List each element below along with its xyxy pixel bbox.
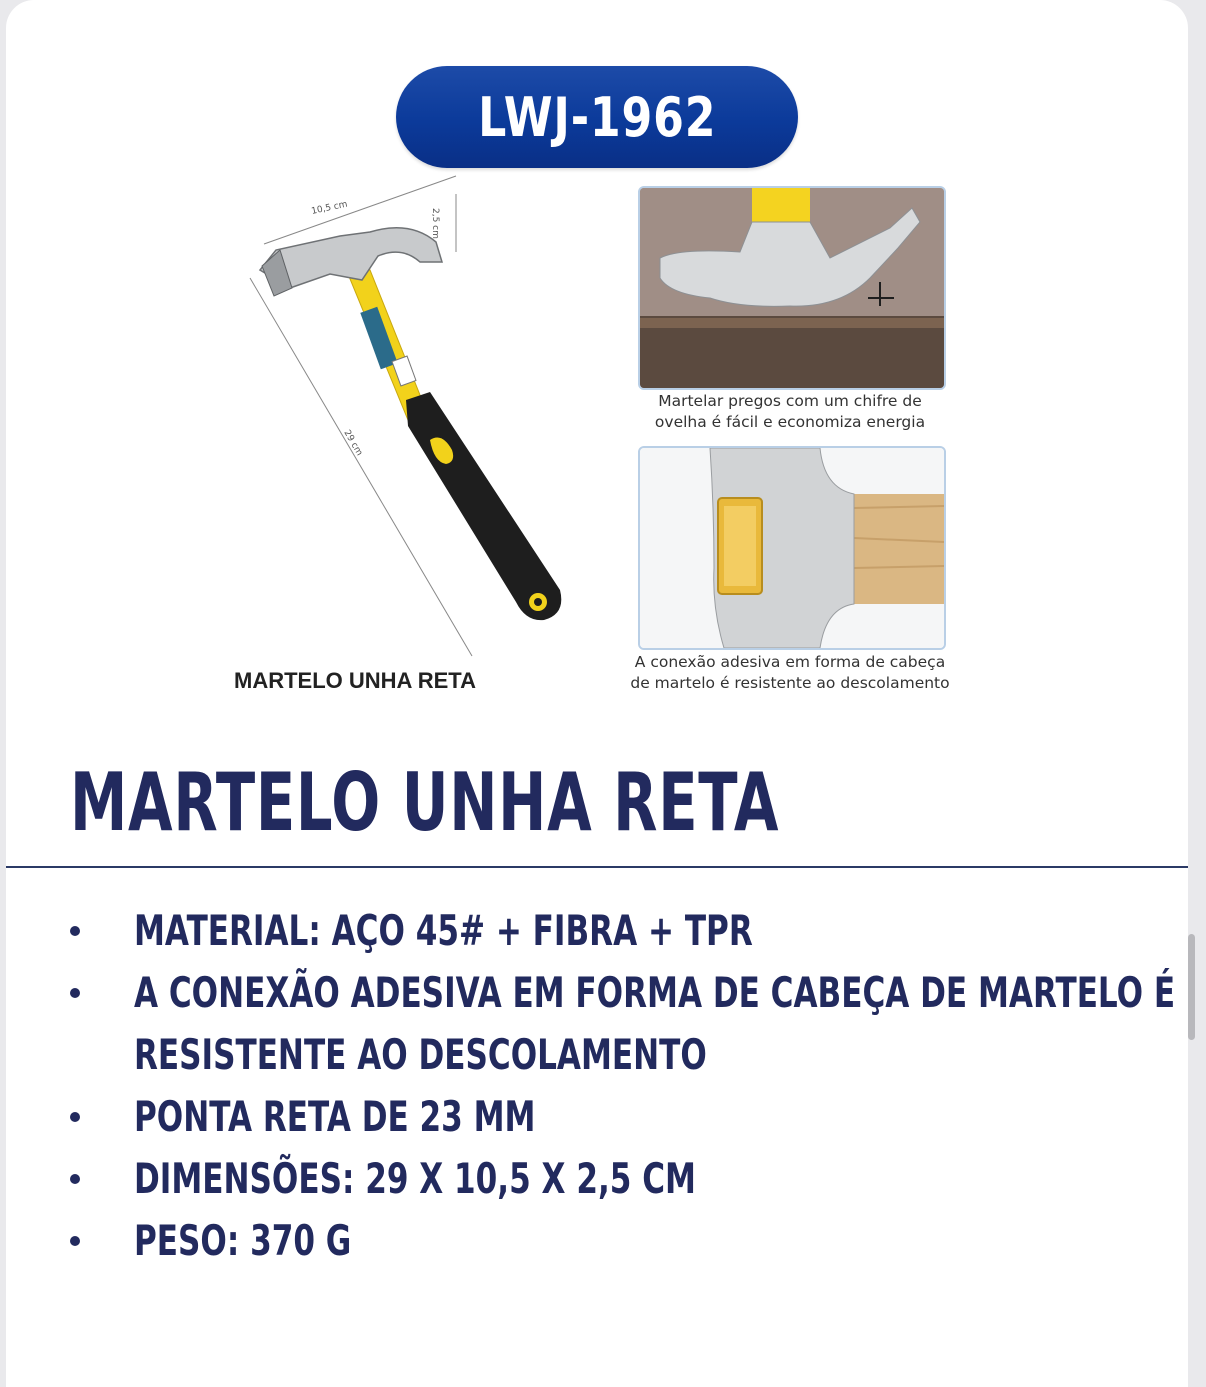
detail-caption-1: Martelar pregos com um chifre de ovelha é fácil e economiza energia — [654, 392, 926, 431]
hero-caption: MARTELO UNHA RETA — [234, 668, 476, 693]
spec-item: PESO: 370 G — [0, 1210, 1182, 1272]
hammer-handle — [348, 270, 561, 620]
scrollbar-thumb[interactable] — [1188, 934, 1195, 1040]
dim-handle-length: 29 cm — [341, 428, 365, 458]
hammer-head — [260, 228, 442, 296]
product-code: LWJ-1962 — [477, 85, 717, 149]
spec-item: DIMENSÕES: 29 X 10,5 X 2,5 CM — [0, 1148, 1182, 1210]
product-title: MARTELO UNHA RETA — [70, 756, 780, 849]
bullet-icon — [70, 1236, 80, 1246]
detail-photo-claw — [638, 186, 946, 390]
bullet-icon — [70, 1112, 80, 1122]
detail-photo-adhesive — [638, 446, 946, 650]
spec-item: MATERIAL: AÇO 45# + FIBRA + TPR — [0, 900, 1182, 962]
spec-item: A CONEXÃO ADESIVA EM FORMA DE CABEÇA DE MARTELO É — [0, 962, 1182, 1024]
product-code-badge — [396, 66, 798, 168]
detail-caption-2: A conexão adesiva em forma de cabeça de martelo é resistente ao descolamento — [630, 653, 950, 692]
hammer-illustration — [220, 170, 580, 660]
dim-head-length: 10,5 cm — [310, 199, 349, 217]
spec-item: PONTA RETA DE 23 MM — [0, 1086, 1182, 1148]
bullet-icon — [70, 926, 80, 936]
title-divider — [6, 866, 1188, 868]
bullet-icon — [70, 988, 80, 998]
bullet-icon — [70, 1174, 80, 1184]
spec-item-continuation: RESISTENTE AO DESCOLAMENTO — [134, 1030, 707, 1079]
dim-head-height: 2,5 cm — [430, 208, 440, 239]
